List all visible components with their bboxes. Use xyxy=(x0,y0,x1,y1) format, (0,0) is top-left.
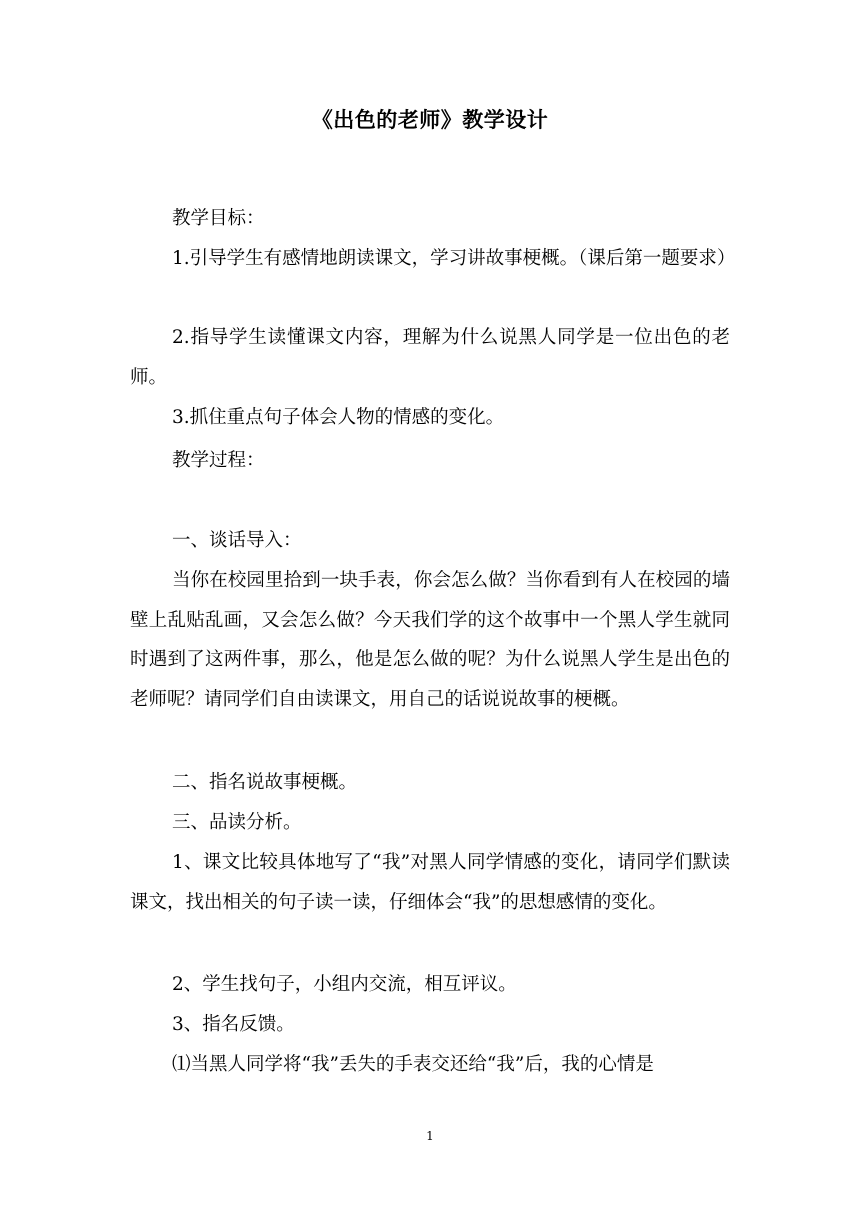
goal-1: 1.引导学生有感情地朗读课文，学习讲故事梗概。（课后第一题要求） xyxy=(172,248,736,269)
step-1-text: 当你在校园里拾到一块手表，你会怎么做？当你看到有人在校园的墙壁上乱贴乱画，又会怎么做？今天我们学的这个故事中一个黑人学生就同时遇到了这两件事，那么，他是怎么做的呢？为什么说黑人学生是出色的老师呢？请同学们自由读课文，用自己的话说说故事的梗概。 xyxy=(130,570,730,710)
goal-2: 2.指导学生读懂课文内容，理解为什么说黑人同学是一位出色的老师。 xyxy=(130,327,730,388)
step-2-heading: 二、指名说故事梗概。 xyxy=(172,772,358,793)
step-3-item-2: 2、学生找句子，小组内交流，相互评议。 xyxy=(172,974,517,995)
document-title: 《出色的老师》教学设计 xyxy=(311,107,549,132)
step-3-item-1: 1、课文比较具体地写了“我”对黑人同学情感的变化，请同学们默读课文，找出相关的句子读一读，仔细体会“我”的思想感情的变化。 xyxy=(130,852,730,913)
step-3-item-3-sub-1: ⑴当黑人同学将“我”丢失的手表交还给“我”后，我的心情是 xyxy=(172,1054,654,1075)
step-1-heading: 一、谈话导入： xyxy=(172,530,302,551)
page-number: 1 xyxy=(426,1129,434,1143)
goal-3: 3.抓住重点句子体会人物的情感的变化。 xyxy=(172,407,505,428)
process-heading: 教学过程： xyxy=(172,450,265,471)
goals-heading: 教学目标： xyxy=(172,208,265,229)
step-3-item-3: 3、指名反馈。 xyxy=(172,1014,295,1035)
step-3-heading: 三、品读分析。 xyxy=(172,812,302,833)
